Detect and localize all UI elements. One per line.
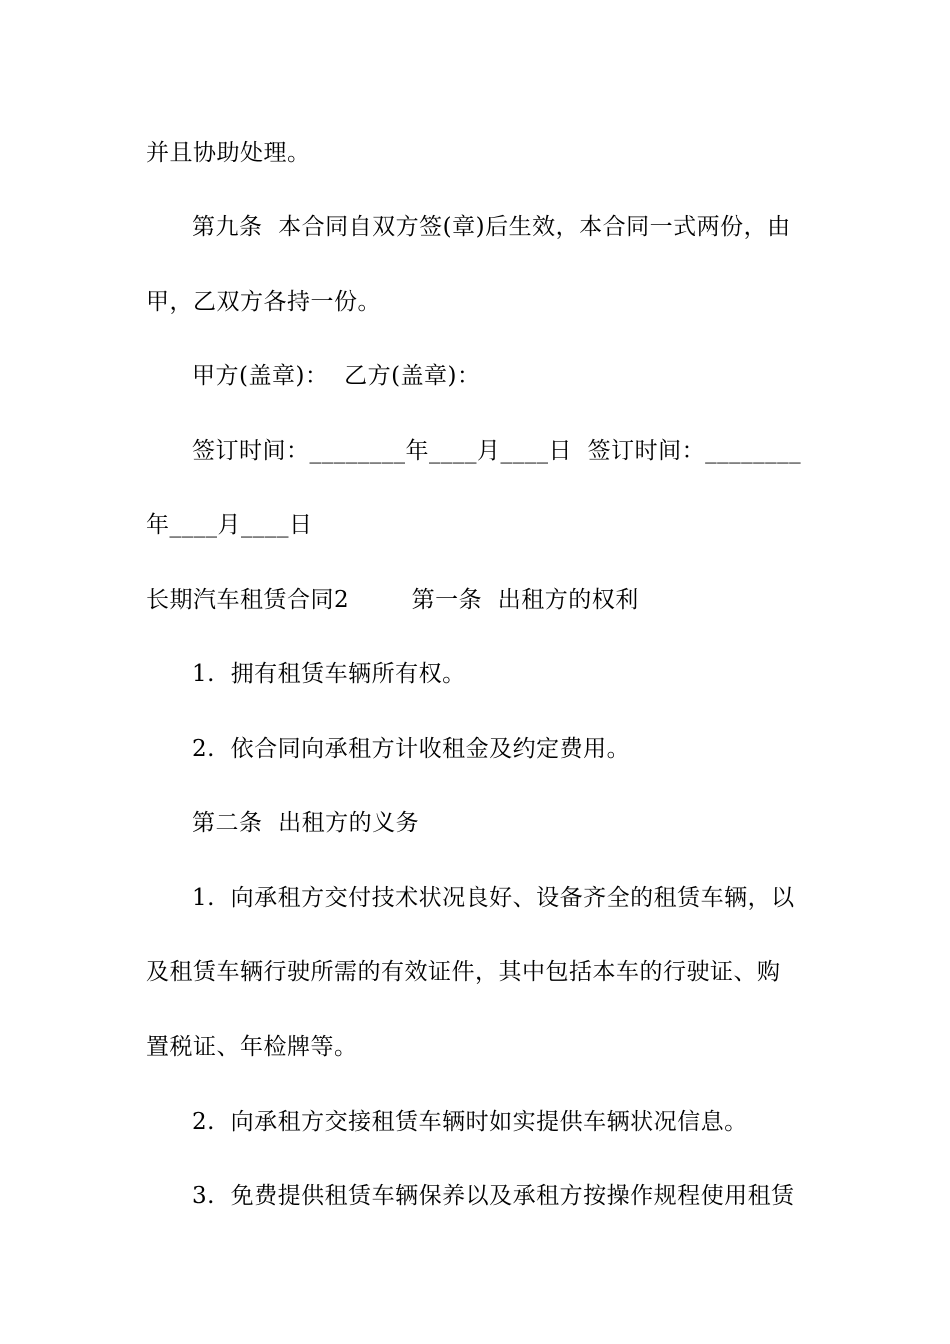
signing-date-continuation: 年____月____日: [146, 512, 313, 538]
list-item: 3. 免费提供租赁车辆保养以及承租方按操作规程使用租赁: [192, 1183, 795, 1209]
paragraph-line: 甲，乙双方各持一份。: [146, 289, 381, 315]
seal-line: 甲方(盖章)： 乙方(盖章)：: [192, 363, 481, 389]
list-item: 2. 向承租方交接租赁车辆时如实提供车辆状况信息。: [192, 1109, 748, 1135]
article-heading: 第二条 出租方的义务: [192, 810, 420, 836]
list-item: 1. 拥有租赁车辆所有权。: [192, 661, 466, 687]
list-item: 1. 向承租方交付技术状况良好、设备齐全的租赁车辆，以: [192, 885, 795, 911]
list-item: 2. 依合同向承租方计收租金及约定费用。: [192, 736, 631, 762]
signing-date-line: 签订时间：________年____月____日 签订时间：________: [192, 438, 802, 464]
contract-title-line: 长期汽车租赁合同2 第一条 出租方的权利: [146, 587, 639, 613]
list-item-continuation: 置税证、年检牌等。: [146, 1034, 358, 1060]
paragraph-line: 并且协助处理。: [146, 140, 311, 166]
list-item-continuation: 及租赁车辆行驶所需的有效证件，其中包括本车的行驶证、购: [146, 959, 781, 985]
article-9-line: 第九条 本合同自双方签(章)后生效，本合同一式两份，由: [192, 214, 791, 240]
